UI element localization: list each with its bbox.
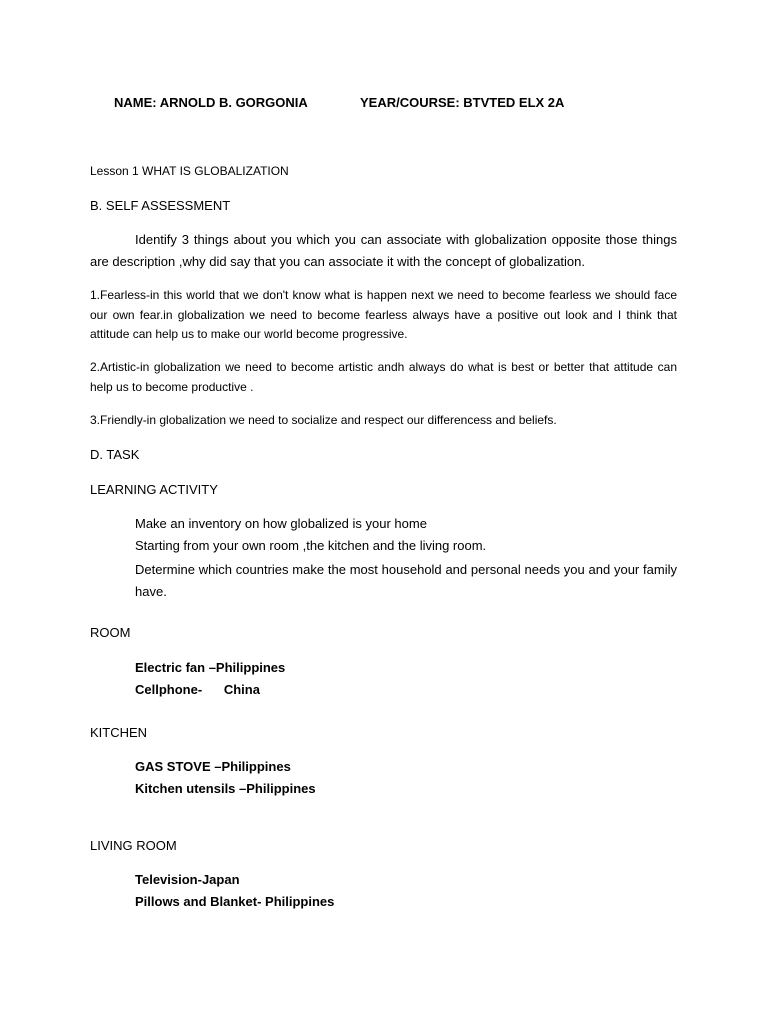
self-assessment-heading: B. SELF ASSESSMENT [90,198,231,213]
task-line-2: Starting from your own room ,the kitchen and the living room. [135,538,487,553]
task-heading: D. TASK [90,447,140,462]
room-heading: ROOM [90,625,131,640]
self-assessment-instructions: Identify 3 things about you which you can associate with globalization opposite those things are description ,why did say that you can associate it with the concept of globalization. [90,232,677,269]
task-line-3: Determine which countries make the most household and personal needs you and your family have. [135,562,677,599]
student-name: NAME: ARNOLD B. GORGONIA [114,95,308,110]
lesson-title: Lesson 1 WHAT IS GLOBALIZATION [90,164,289,178]
living-room-heading: LIVING ROOM [90,838,177,853]
room-item-2: Cellphone- China [135,682,260,697]
living-room-item-1: Television-Japan [135,872,240,887]
kitchen-item-2: Kitchen utensils –Philippines [135,781,316,796]
assessment-item-3: 3.Friendly-in globalization we need to socialize and respect our differencess and beliefs. [90,413,557,427]
kitchen-heading: KITCHEN [90,725,148,740]
year-course: YEAR/COURSE: BTVTED ELX 2A [360,95,565,110]
kitchen-item-1: GAS STOVE –Philippines [135,759,291,774]
room-item-1: Electric fan –Philippines [135,660,286,675]
task-line-1: Make an inventory on how globalized is your home [135,516,427,531]
assessment-item-2: 2.Artistic-in globalization we need to become artistic andh always do what is best or better that attitude can help us to become productive . [90,360,677,394]
living-room-item-2: Pillows and Blanket- Philippines [135,894,335,909]
learning-activity-heading: LEARNING ACTIVITY [90,482,218,497]
assessment-item-1: 1.Fearless-in this world that we don't know what is happen next we need to become fearless we should face our own fear.in globalization we need to become fearless always have a positive out look and I think that attitude can help us to make our world become progressive. [90,288,677,341]
